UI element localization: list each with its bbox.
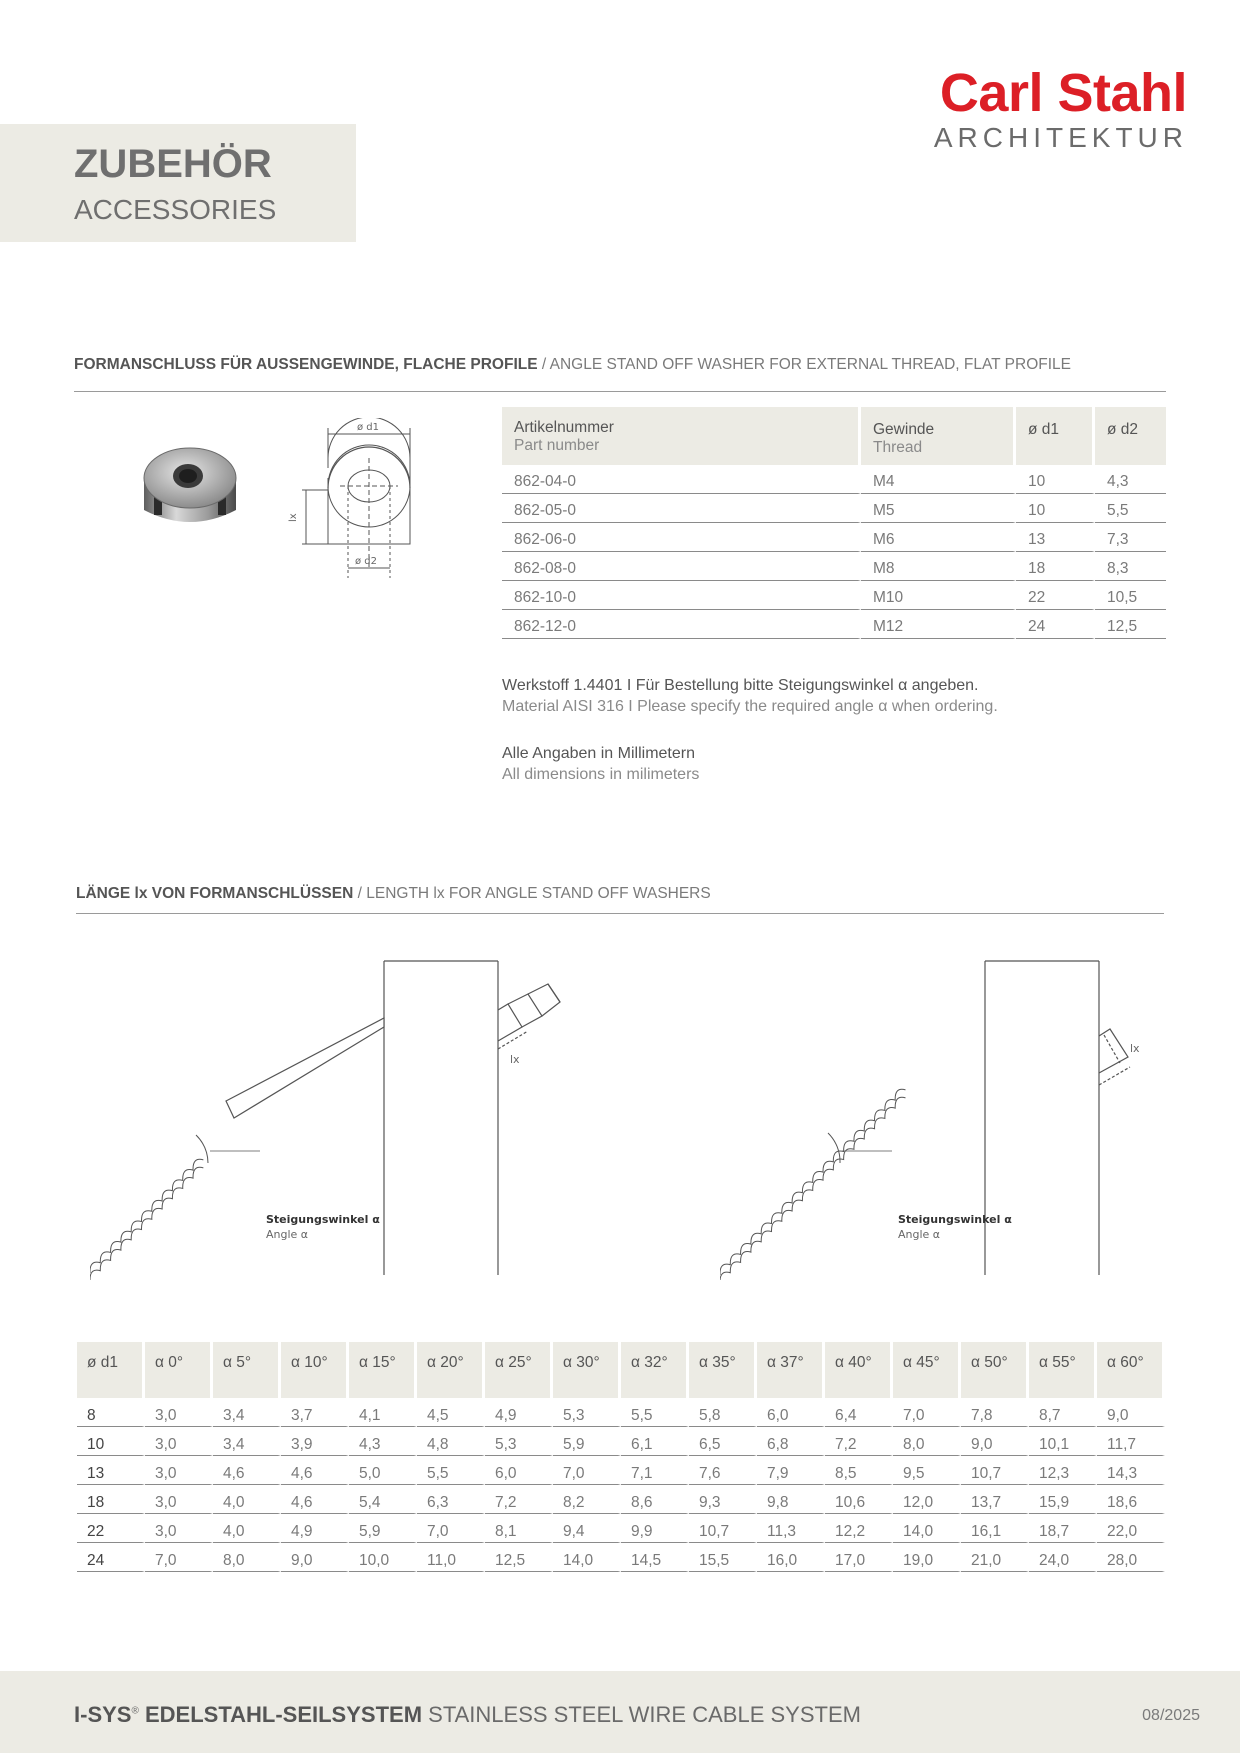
table-cell: 6,4 (825, 1398, 893, 1427)
table-cell: M4 (861, 465, 1016, 494)
section2-title-de: LÄNGE lx VON FORMANSCHLÜSSEN (76, 885, 354, 902)
table-cell: 5,3 (485, 1427, 553, 1456)
table-cell: 8 (77, 1398, 145, 1427)
table-cell: 8,2 (553, 1485, 621, 1514)
table-cell: 3,0 (145, 1456, 213, 1485)
table-cell: 13 (1016, 523, 1095, 552)
table-cell: 12,2 (825, 1514, 893, 1543)
table-cell: 9,0 (961, 1427, 1029, 1456)
table-cell: 7,1 (621, 1456, 689, 1485)
table-cell: 9,0 (1097, 1398, 1165, 1427)
installation-drawing-left (90, 955, 590, 1280)
angle-label-en-left: Angle α (266, 1228, 309, 1241)
table-cell: M10 (861, 581, 1016, 610)
column-header: α 25° (485, 1342, 553, 1398)
section1-heading (74, 356, 1071, 374)
column-header: α 30° (553, 1342, 621, 1398)
table-cell: 7,2 (485, 1485, 553, 1514)
table-cell: 4,9 (485, 1398, 553, 1427)
section2-heading (76, 885, 711, 903)
table-cell: 5,4 (349, 1485, 417, 1514)
table-cell: 3,0 (145, 1485, 213, 1514)
section1-title-de: FORMANSCHLUSS FÜR AUSSENGEWINDE, FLACHE PROFILE (74, 356, 538, 373)
table-cell: 8,1 (485, 1514, 553, 1543)
table-cell: 12,5 (1095, 610, 1166, 639)
section2-rule (76, 913, 1164, 914)
table-cell: 22 (77, 1514, 145, 1543)
column-header: α 45° (893, 1342, 961, 1398)
table-cell: 24 (77, 1543, 145, 1572)
table-cell: 4,6 (281, 1485, 349, 1514)
footer-title: I-SYS® EDELSTAHL-SEILSYSTEM STAINLESS STEEL WIRE CABLE SYSTEM (74, 1702, 861, 1727)
table-row (77, 1456, 1165, 1485)
table-row (502, 523, 1166, 552)
table-cell: 862-10-0 (502, 581, 861, 610)
table-cell: 862-12-0 (502, 610, 861, 639)
column-header: α 20° (417, 1342, 485, 1398)
table-cell: 3,7 (281, 1398, 349, 1427)
table-cell: 7,6 (689, 1456, 757, 1485)
lx-label-right: lx (1130, 1042, 1140, 1055)
table-cell: 7,2 (825, 1427, 893, 1456)
table-cell: 8,3 (1095, 552, 1166, 581)
table-cell: 17,0 (825, 1543, 893, 1572)
section1-rule (74, 391, 1166, 392)
table-cell: 10 (77, 1427, 145, 1456)
d2-label: ø d2 (355, 556, 378, 567)
brand-logo: Carl Stahl (939, 63, 1187, 123)
lx-label-left: lx (510, 1053, 520, 1066)
table-cell: 12,0 (893, 1485, 961, 1514)
table-cell: 5,5 (417, 1456, 485, 1485)
table-cell: 4,6 (281, 1456, 349, 1485)
table-cell: 8,0 (213, 1543, 281, 1572)
table-cell: 4,9 (281, 1514, 349, 1543)
table-cell: 862-05-0 (502, 494, 861, 523)
table-cell: 862-06-0 (502, 523, 861, 552)
table-cell: 18,6 (1097, 1485, 1165, 1514)
table-cell: 8,7 (1029, 1398, 1097, 1427)
table-cell: 4,1 (349, 1398, 417, 1427)
section1-title-en: / ANGLE STAND OFF WASHER FOR EXTERNAL THREAD, FLAT PROFILE (541, 356, 1071, 373)
table-cell: 8,6 (621, 1485, 689, 1514)
table-cell: 5,5 (621, 1398, 689, 1427)
table-cell: 19,0 (893, 1543, 961, 1572)
part-number-table (502, 407, 1166, 639)
table-cell: 5,8 (689, 1398, 757, 1427)
table-row (502, 465, 1166, 494)
table-cell: 5,3 (553, 1398, 621, 1427)
col-d1: ø d1 (1016, 407, 1095, 465)
material-note: Werkstoff 1.4401 I Für Bestellung bitte Steigungswinkel α angeben. Material AISI 316 I Please specify the required angle α when ordering. (502, 677, 998, 715)
table-cell: 6,1 (621, 1427, 689, 1456)
column-header: α 32° (621, 1342, 689, 1398)
table-cell: 7,0 (417, 1514, 485, 1543)
table-row (77, 1485, 1165, 1514)
column-header: α 55° (1029, 1342, 1097, 1398)
table-cell: 5,9 (553, 1427, 621, 1456)
table-row (77, 1427, 1165, 1456)
table-cell: 7,0 (145, 1543, 213, 1572)
table-cell: 4,3 (1095, 465, 1166, 494)
table-cell: 9,9 (621, 1514, 689, 1543)
table-cell: 21,0 (961, 1543, 1029, 1572)
table-cell: 3,0 (145, 1427, 213, 1456)
table-cell: 6,0 (757, 1398, 825, 1427)
column-header: ø d1 (77, 1342, 145, 1398)
table-row (502, 610, 1166, 639)
table-cell: 862-08-0 (502, 552, 861, 581)
table-cell: 8,0 (893, 1427, 961, 1456)
table-cell: 5,5 (1095, 494, 1166, 523)
angle-label-de-right: Steigungswinkel α (898, 1213, 1012, 1226)
table-cell: 10,0 (349, 1543, 417, 1572)
page-subtitle: ACCESSORIES (74, 194, 277, 225)
table-row (77, 1514, 1165, 1543)
col-d2: ø d2 (1095, 407, 1166, 465)
table-cell: 6,0 (485, 1456, 553, 1485)
table-cell: 18,7 (1029, 1514, 1097, 1543)
table-cell: 11,3 (757, 1514, 825, 1543)
table-cell: 9,4 (553, 1514, 621, 1543)
table-cell: 9,3 (689, 1485, 757, 1514)
table-cell: 6,3 (417, 1485, 485, 1514)
length-lx-table (77, 1342, 1165, 1572)
table-cell: M5 (861, 494, 1016, 523)
column-header: α 37° (757, 1342, 825, 1398)
table-cell: 7,3 (1095, 523, 1166, 552)
table-cell: 24,0 (1029, 1543, 1097, 1572)
table-cell: 4,0 (213, 1485, 281, 1514)
table-cell: 9,8 (757, 1485, 825, 1514)
column-header: α 0° (145, 1342, 213, 1398)
col-part-number: Artikelnummer Part number (502, 407, 861, 465)
table-cell: 24 (1016, 610, 1095, 639)
table-cell: 6,5 (689, 1427, 757, 1456)
col-thread: Gewinde Thread (861, 407, 1016, 465)
washer-technical-drawing (282, 418, 422, 588)
table-cell: 10 (1016, 494, 1095, 523)
table-cell: 3,0 (145, 1398, 213, 1427)
table-cell: 22 (1016, 581, 1095, 610)
lx-label: lx (288, 513, 299, 522)
footer-date: 08/2025 (1142, 1707, 1200, 1724)
table-cell: 3,0 (145, 1514, 213, 1543)
table-cell: 16,1 (961, 1514, 1029, 1543)
table-cell: 7,0 (553, 1456, 621, 1485)
table-cell: 18 (77, 1485, 145, 1514)
table-cell: 8,5 (825, 1456, 893, 1485)
table-cell: 7,9 (757, 1456, 825, 1485)
table-cell: 5,0 (349, 1456, 417, 1485)
column-header: α 50° (961, 1342, 1029, 1398)
table-cell: 14,0 (553, 1543, 621, 1572)
table-cell: 11,7 (1097, 1427, 1165, 1456)
table-cell: 10,5 (1095, 581, 1166, 610)
table-cell: 4,0 (213, 1514, 281, 1543)
table-cell: 16,0 (757, 1543, 825, 1572)
table-cell: 4,3 (349, 1427, 417, 1456)
table-header-row (502, 407, 1166, 465)
table-cell: 15,9 (1029, 1485, 1097, 1514)
angle-label-de-left: Steigungswinkel α (266, 1213, 380, 1226)
brand-subline: ARCHITEKTUR (933, 122, 1188, 153)
table-cell: 3,4 (213, 1427, 281, 1456)
table-row (502, 494, 1166, 523)
column-header: α 5° (213, 1342, 281, 1398)
table-cell: 10,1 (1029, 1427, 1097, 1456)
table-cell: 6,8 (757, 1427, 825, 1456)
table-cell: 862-04-0 (502, 465, 861, 494)
table-cell: 10 (1016, 465, 1095, 494)
d1-label: ø d1 (357, 422, 380, 433)
column-header: α 15° (349, 1342, 417, 1398)
table-cell: 10,7 (689, 1514, 757, 1543)
table-cell: 7,0 (893, 1398, 961, 1427)
table-row (502, 552, 1166, 581)
table-cell: M8 (861, 552, 1016, 581)
table-cell: 9,5 (893, 1456, 961, 1485)
table-cell: 7,8 (961, 1398, 1029, 1427)
table-cell: 12,3 (1029, 1456, 1097, 1485)
washer-photo (136, 440, 246, 530)
table-cell: 13,7 (961, 1485, 1029, 1514)
dimensions-note: Alle Angaben in Millimetern All dimensions in milimeters (502, 745, 700, 783)
table-cell: 9,0 (281, 1543, 349, 1572)
table-cell: 4,5 (417, 1398, 485, 1427)
table-cell: 13 (77, 1456, 145, 1485)
table-cell: 4,8 (417, 1427, 485, 1456)
table-cell: 14,5 (621, 1543, 689, 1572)
table-cell: 15,5 (689, 1543, 757, 1572)
table-cell: 3,9 (281, 1427, 349, 1456)
table-cell: 10,7 (961, 1456, 1029, 1485)
section2-title-en: / LENGTH lx FOR ANGLE STAND OFF WASHERS (357, 885, 711, 902)
table-cell: 14,3 (1097, 1456, 1165, 1485)
table-cell: 11,0 (417, 1543, 485, 1572)
table-cell: M6 (861, 523, 1016, 552)
table-cell: 18 (1016, 552, 1095, 581)
table-row (77, 1398, 1165, 1427)
column-header: α 60° (1097, 1342, 1165, 1398)
table-row (502, 581, 1166, 610)
table-cell: 4,6 (213, 1456, 281, 1485)
column-header: α 35° (689, 1342, 757, 1398)
installation-drawing-right (720, 955, 1160, 1280)
table-cell: 14,0 (893, 1514, 961, 1543)
column-header: α 10° (281, 1342, 349, 1398)
table-cell: 28,0 (1097, 1543, 1165, 1572)
column-header: α 40° (825, 1342, 893, 1398)
angle-label-en-right: Angle α (898, 1228, 941, 1241)
table-cell: 22,0 (1097, 1514, 1165, 1543)
table-header-row (77, 1342, 1165, 1398)
table-cell: 5,9 (349, 1514, 417, 1543)
table-row (77, 1543, 1165, 1572)
table-cell: 10,6 (825, 1485, 893, 1514)
table-cell: M12 (861, 610, 1016, 639)
page-title: ZUBEHÖR (74, 142, 272, 186)
table-cell: 12,5 (485, 1543, 553, 1572)
table-cell: 3,4 (213, 1398, 281, 1427)
